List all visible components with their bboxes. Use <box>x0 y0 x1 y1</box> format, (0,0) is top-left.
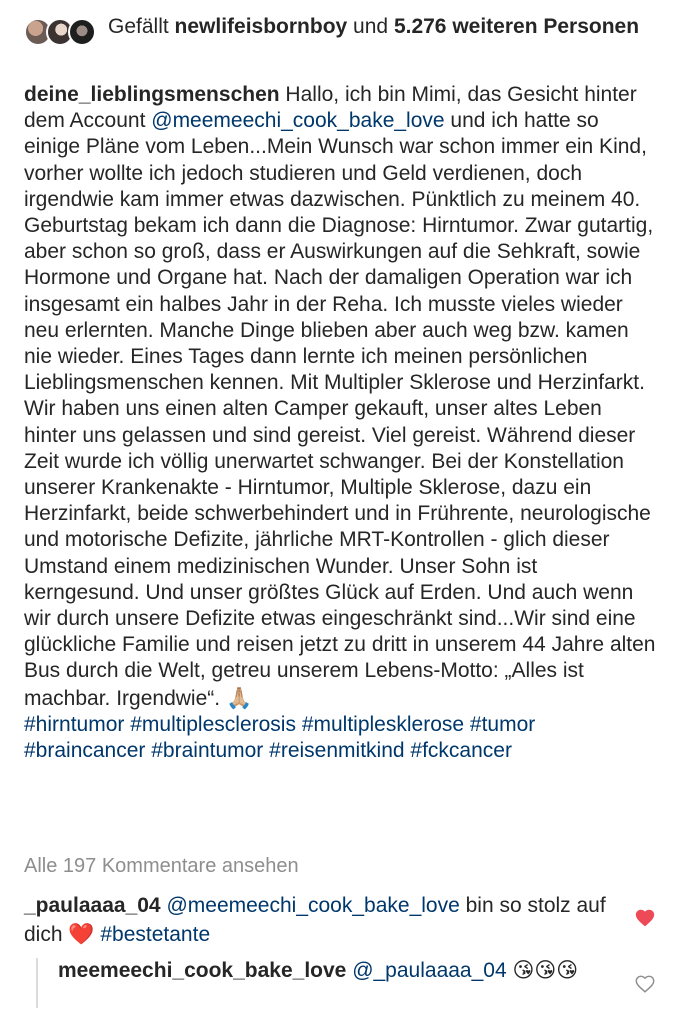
hashtag[interactable]: #hirntumor <box>24 712 125 736</box>
avatar <box>68 18 96 46</box>
caption-text-intro: Hallo, ich bin Mimi, das Gesicht hinter dem Account <box>24 83 637 133</box>
likes-middle: und <box>347 15 394 38</box>
caption-username[interactable]: deine_lieblingsmenschen <box>24 83 280 106</box>
post-caption <box>24 82 656 764</box>
likes-row <box>24 14 664 70</box>
hashtag[interactable]: #braincancer <box>24 739 146 763</box>
likes-count[interactable]: 5.276 weiteren <box>393 15 538 38</box>
heart-filled-icon[interactable] <box>634 907 656 929</box>
reply-mention[interactable]: @_paulaaaa_04 <box>352 959 507 982</box>
likes-suffix: Personen <box>537 15 640 38</box>
comment-username[interactable]: _paulaaaa_04 <box>24 894 161 917</box>
red-heart-emoji: ❤️ <box>68 922 95 946</box>
reply-thread-line <box>36 958 38 1008</box>
caption-text-body: und ich hatte so einige Pläne vom Leben...Mein Wunsch war schon immer ein Kind, vorher wollte ich jedoch studieren und Geld verdienen, doch irgendwie kam immer etwas dazwischen. Pünktlich zu meinem 40. Geburtstag bekam ich dann die Diagnose: Hirntumor. Zwar gutartig, aber schon so groß, dass er Auswirkungen auf die Sehkraft, sowie Hormone und Organe hat. Nach der damaligen Operation war ich insgesamt ein halbes Jahr in der Reha. Ich musste vieles wieder neu erlernten. Manche Dinge blieben aber auch weg bzw. kamen nie wieder. Eines Tages dann lernte ich meinen persönlichen Lieblingsmenschen kennen. Mit Multipler Sklerose und Herzinfarkt. Wir haben uns einen alten Camper gekauft, unser altes Leben hinter uns gelassen und sind gereist. Viel gereist. Während dieser Zeit wurde ich völlig unerwartet schwanger. Bei der Konstellation unserer Krankenakte - Hirntumor, Multiple Sklerose, dazu ein Herzinfarkt, beide schwerbehindert und in Frührente, neurologische und motorische Defizite, jährliche MRT-Kontrollen - glich dieser Umstand einem medizinischen Wunder. Unser Sohn ist kerngesund. Und unser größtes Glück auf Erden. Und auch wenn wir durch unsere Defizite etwas eingeschränkt sind...Wir sind eine glückliche Familie und reisen jetzt zu dritt in unserem 44 Jahre alten Bus durch die Welt, getreu unserem Lebens-Motto: „Alles ist machbar. Irgendwie“. <box>24 109 656 710</box>
kiss-emojis: 😘😘😘 <box>512 958 579 982</box>
likes-summary[interactable] <box>108 14 648 40</box>
reply-username[interactable]: meemeechi_cook_bake_love <box>58 959 347 982</box>
hashtag[interactable]: #reisenmitkind <box>269 739 405 763</box>
liker-avatars[interactable] <box>24 18 102 48</box>
caption-hashtags <box>24 712 656 764</box>
comment <box>24 892 624 949</box>
comment-reply <box>58 956 618 985</box>
caption-mention[interactable]: @meemeechi_cook_bake_love <box>151 109 445 133</box>
comment-text: bin so stolz auf dich <box>24 894 606 946</box>
hashtag[interactable]: #braintumor <box>151 739 264 763</box>
comment-mention[interactable]: @meemeechi_cook_bake_love <box>166 894 460 917</box>
view-all-comments-link[interactable]: Alle 197 Kommentare ansehen <box>24 855 299 877</box>
heart-outline-icon[interactable] <box>634 973 656 995</box>
praying-hands-emoji: 🙏🏼 <box>225 685 253 710</box>
hashtag[interactable]: #tumor <box>469 712 536 736</box>
hashtag[interactable]: #fckcancer <box>410 739 512 763</box>
likes-prefix: Gefällt <box>108 15 175 38</box>
hashtag[interactable]: #multiplesklerose <box>301 712 465 736</box>
hashtag[interactable]: #multiplesclerosis <box>130 712 296 736</box>
comment-hashtag[interactable]: #bestetante <box>100 923 211 946</box>
liker-username[interactable]: newlifeisbornboy <box>174 15 348 38</box>
